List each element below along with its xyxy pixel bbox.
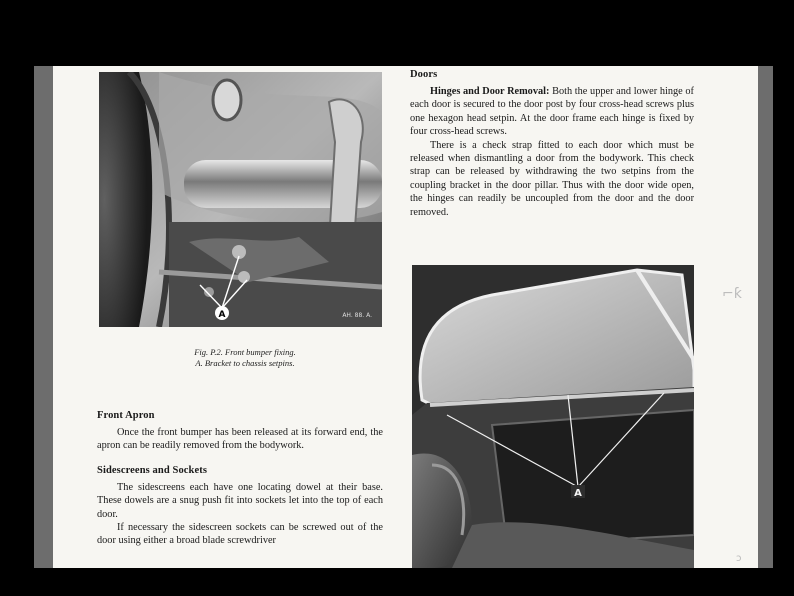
check-strap-paragraph: There is a check strap fitted to each door which must be released when dismantling a door from the bodywork. This check strap can be released by withdrawing the two setpins from the coupling bracket in the door pillar. Thus with the door wide open, the hinges can readily be uncoupled from the door and the door removed.	[410, 139, 694, 218]
figure-bumper-photo	[99, 72, 382, 327]
front-apron-paragraph: Once the front bumper has been released at its forward end, the apron can be readily removed from the bodywork.	[97, 427, 383, 452]
doors-heading: Doors	[410, 69, 438, 80]
page-edge-left	[34, 66, 53, 568]
figure1-code: AH. 88. A.	[342, 312, 372, 319]
figure1-caption	[150, 347, 340, 369]
sidescreens-paragraph-1: The sidescreens each have one locating dowel at their base. These dowels are a snug push fit into sockets let into the top of each door.	[97, 481, 383, 520]
sidescreens-heading: Sidescreens and Sockets	[97, 464, 208, 476]
right-column	[410, 69, 694, 219]
hinges-paragraph	[410, 85, 694, 139]
page-edge-right	[758, 66, 773, 568]
front-apron-heading: Front Apron	[97, 410, 155, 421]
figure1-caption-title: Fig. P.2. Front bumper fixing.	[194, 347, 296, 357]
sidescreens-section	[97, 465, 383, 548]
figure2-callout-a: A	[574, 488, 582, 499]
left-column	[97, 410, 383, 560]
figure1-caption-key: A. Bracket to chassis setpins.	[195, 358, 295, 368]
figure1-callout-a: A	[218, 310, 226, 320]
hinges-body: Both the upper and lower hinge of each door is secured to the door post by four cross-head screws plus one hexagon head setpin. At the door frame each hinge is fixed by four cross-head screws.	[410, 86, 694, 138]
margin-annotation: ⌐ƙ	[722, 286, 742, 302]
sidescreens-paragraph-2: If necessary the sidescreen sockets can be screwed out of the door using either a broad blade screwdriver	[97, 522, 383, 547]
hinges-runhead: Hinges and Door Removal:	[430, 86, 550, 97]
figure-door-photo	[412, 265, 694, 568]
corner-annotation: ↄ	[736, 553, 742, 564]
front-apron-section	[97, 410, 383, 453]
